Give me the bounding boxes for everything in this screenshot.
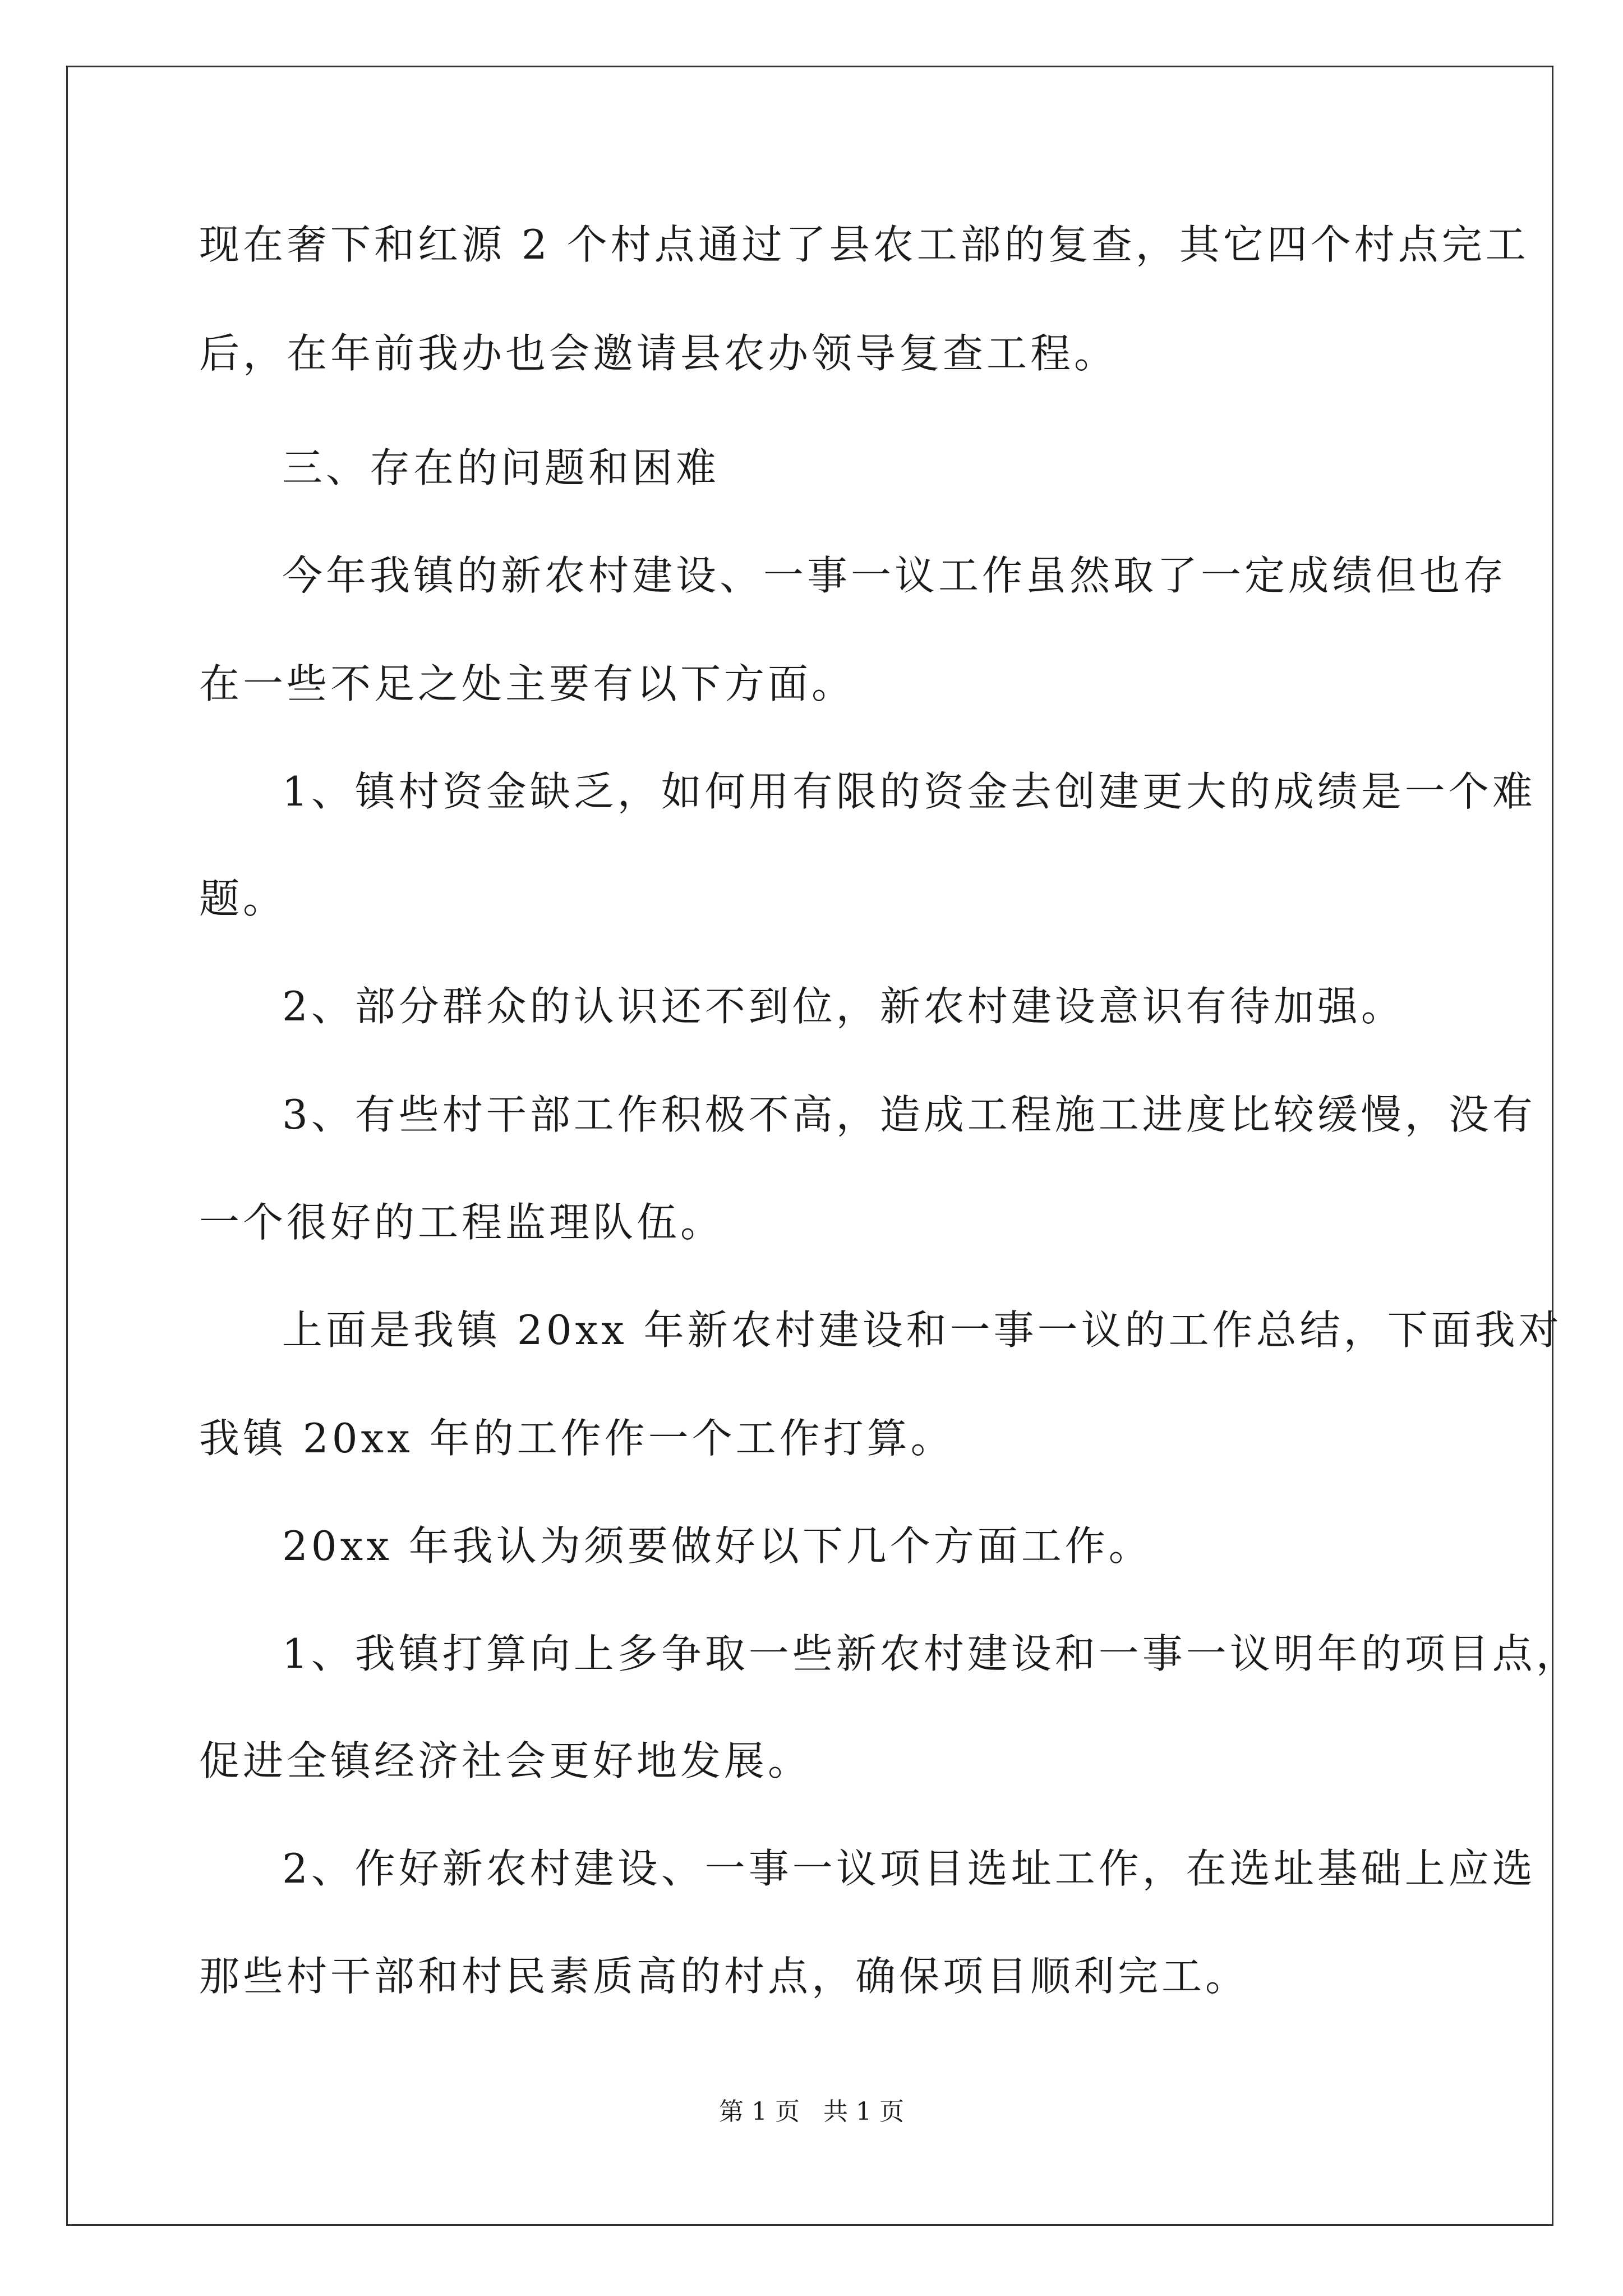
text-line: 3、有些村干部工作积极不高，造成工程施工进度比较缓慢，没有 <box>282 1091 1536 1138</box>
section-heading: 三、存在的问题和困难 <box>282 444 720 491</box>
text-line: 1、我镇打算向上多争取一些新农村建设和一事一议明年的项目点， <box>282 1630 1580 1677</box>
text-line: 那些村干部和村民素质高的村点，确保项目顺利完工。 <box>199 1953 1249 2000</box>
text-line: 现在奢下和红源 2 个村点通过了县农工部的复查，其它四个村点完工 <box>199 221 1529 268</box>
text-line: 上面是我镇 20xx 年新农村建设和一事一议的工作总结，下面我对 <box>282 1306 1562 1354</box>
text-line: 今年我镇的新农村建设、一事一议工作虽然取了一定成绩但也存 <box>282 552 1507 599</box>
text-line: 题。 <box>199 875 287 922</box>
text-line: 1、镇村资金缺乏，如何用有限的资金去创建更大的成绩是一个难 <box>282 768 1536 815</box>
text-line: 促进全镇经济社会更好地发展。 <box>199 1737 812 1784</box>
text-line: 2、部分群众的认识还不到位，新农村建设意识有待加强。 <box>282 983 1405 1030</box>
text-line: 在一些不足之处主要有以下方面。 <box>199 660 856 707</box>
page-footer: 第 1 页 共 1 页 <box>719 2097 904 2126</box>
page-border <box>66 66 1553 2226</box>
text-line: 一个很好的工程监理队伍。 <box>199 1199 725 1246</box>
text-line: 我镇 20xx 年的工作作一个工作打算。 <box>199 1415 955 1462</box>
text-line: 2、作好新农村建设、一事一议项目选址工作，在选址基础上应选 <box>282 1845 1536 1892</box>
text-line: 20xx 年我认为须要做好以下几个方面工作。 <box>282 1522 1152 1570</box>
text-line: 后，在年前我办也会邀请县农办领导复查工程。 <box>199 330 1118 377</box>
